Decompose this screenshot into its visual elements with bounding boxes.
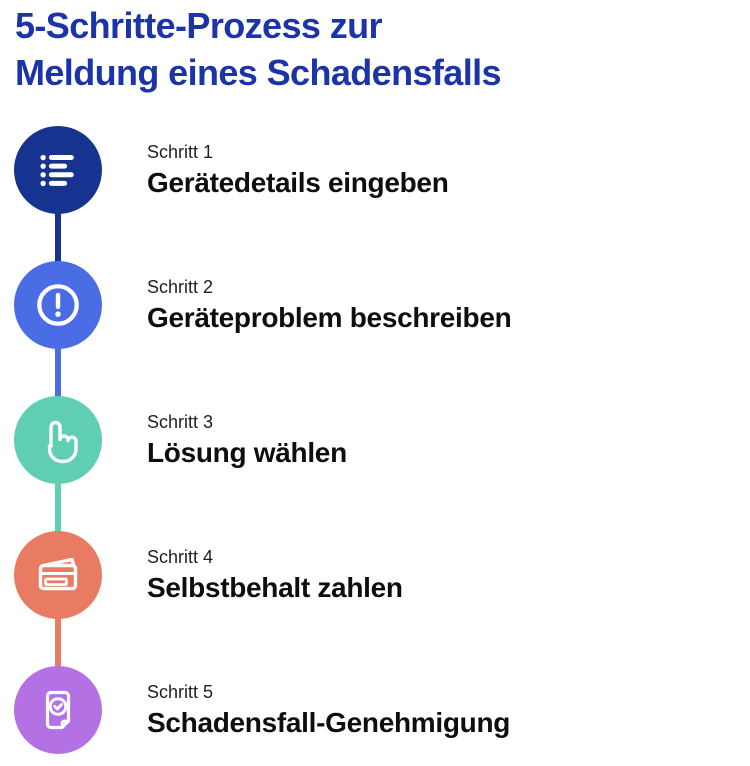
step2-name: Geräteproblem beschreiben <box>147 302 512 333</box>
step5-name: Schadensfall-Genehmigung <box>147 707 511 738</box>
step4-circle <box>14 531 102 619</box>
list-icon <box>35 147 81 193</box>
step3-name: Lösung wählen <box>147 437 347 468</box>
step5-circle <box>14 666 102 754</box>
step3-label: Schritt 3 <box>147 412 214 432</box>
alert-icon <box>35 282 81 328</box>
step2-circle <box>14 261 102 349</box>
page-title-line1: 5-Schritte-Prozess zur <box>15 5 382 46</box>
step2-text <box>147 261 511 349</box>
step5-label: Schritt 5 <box>147 682 214 702</box>
page-title <box>15 2 501 96</box>
pointer-hand-icon <box>34 416 82 464</box>
step5-text <box>147 666 510 754</box>
step1-label: Schritt 1 <box>147 142 214 162</box>
step4-label: Schritt 4 <box>147 547 214 567</box>
page-title-line2: Meldung eines Schadensfalls <box>15 52 501 93</box>
step4-name: Selbstbehalt zahlen <box>147 572 403 603</box>
step2-label: Schritt 2 <box>147 277 214 297</box>
step1-name: Gerätedetails eingeben <box>147 167 449 198</box>
step3-text <box>147 396 347 484</box>
step1-text <box>147 126 449 214</box>
step1-circle <box>14 126 102 214</box>
step3-circle <box>14 396 102 484</box>
document-check-icon <box>34 686 82 734</box>
credit-card-icon <box>34 551 82 599</box>
step4-text <box>147 531 403 619</box>
